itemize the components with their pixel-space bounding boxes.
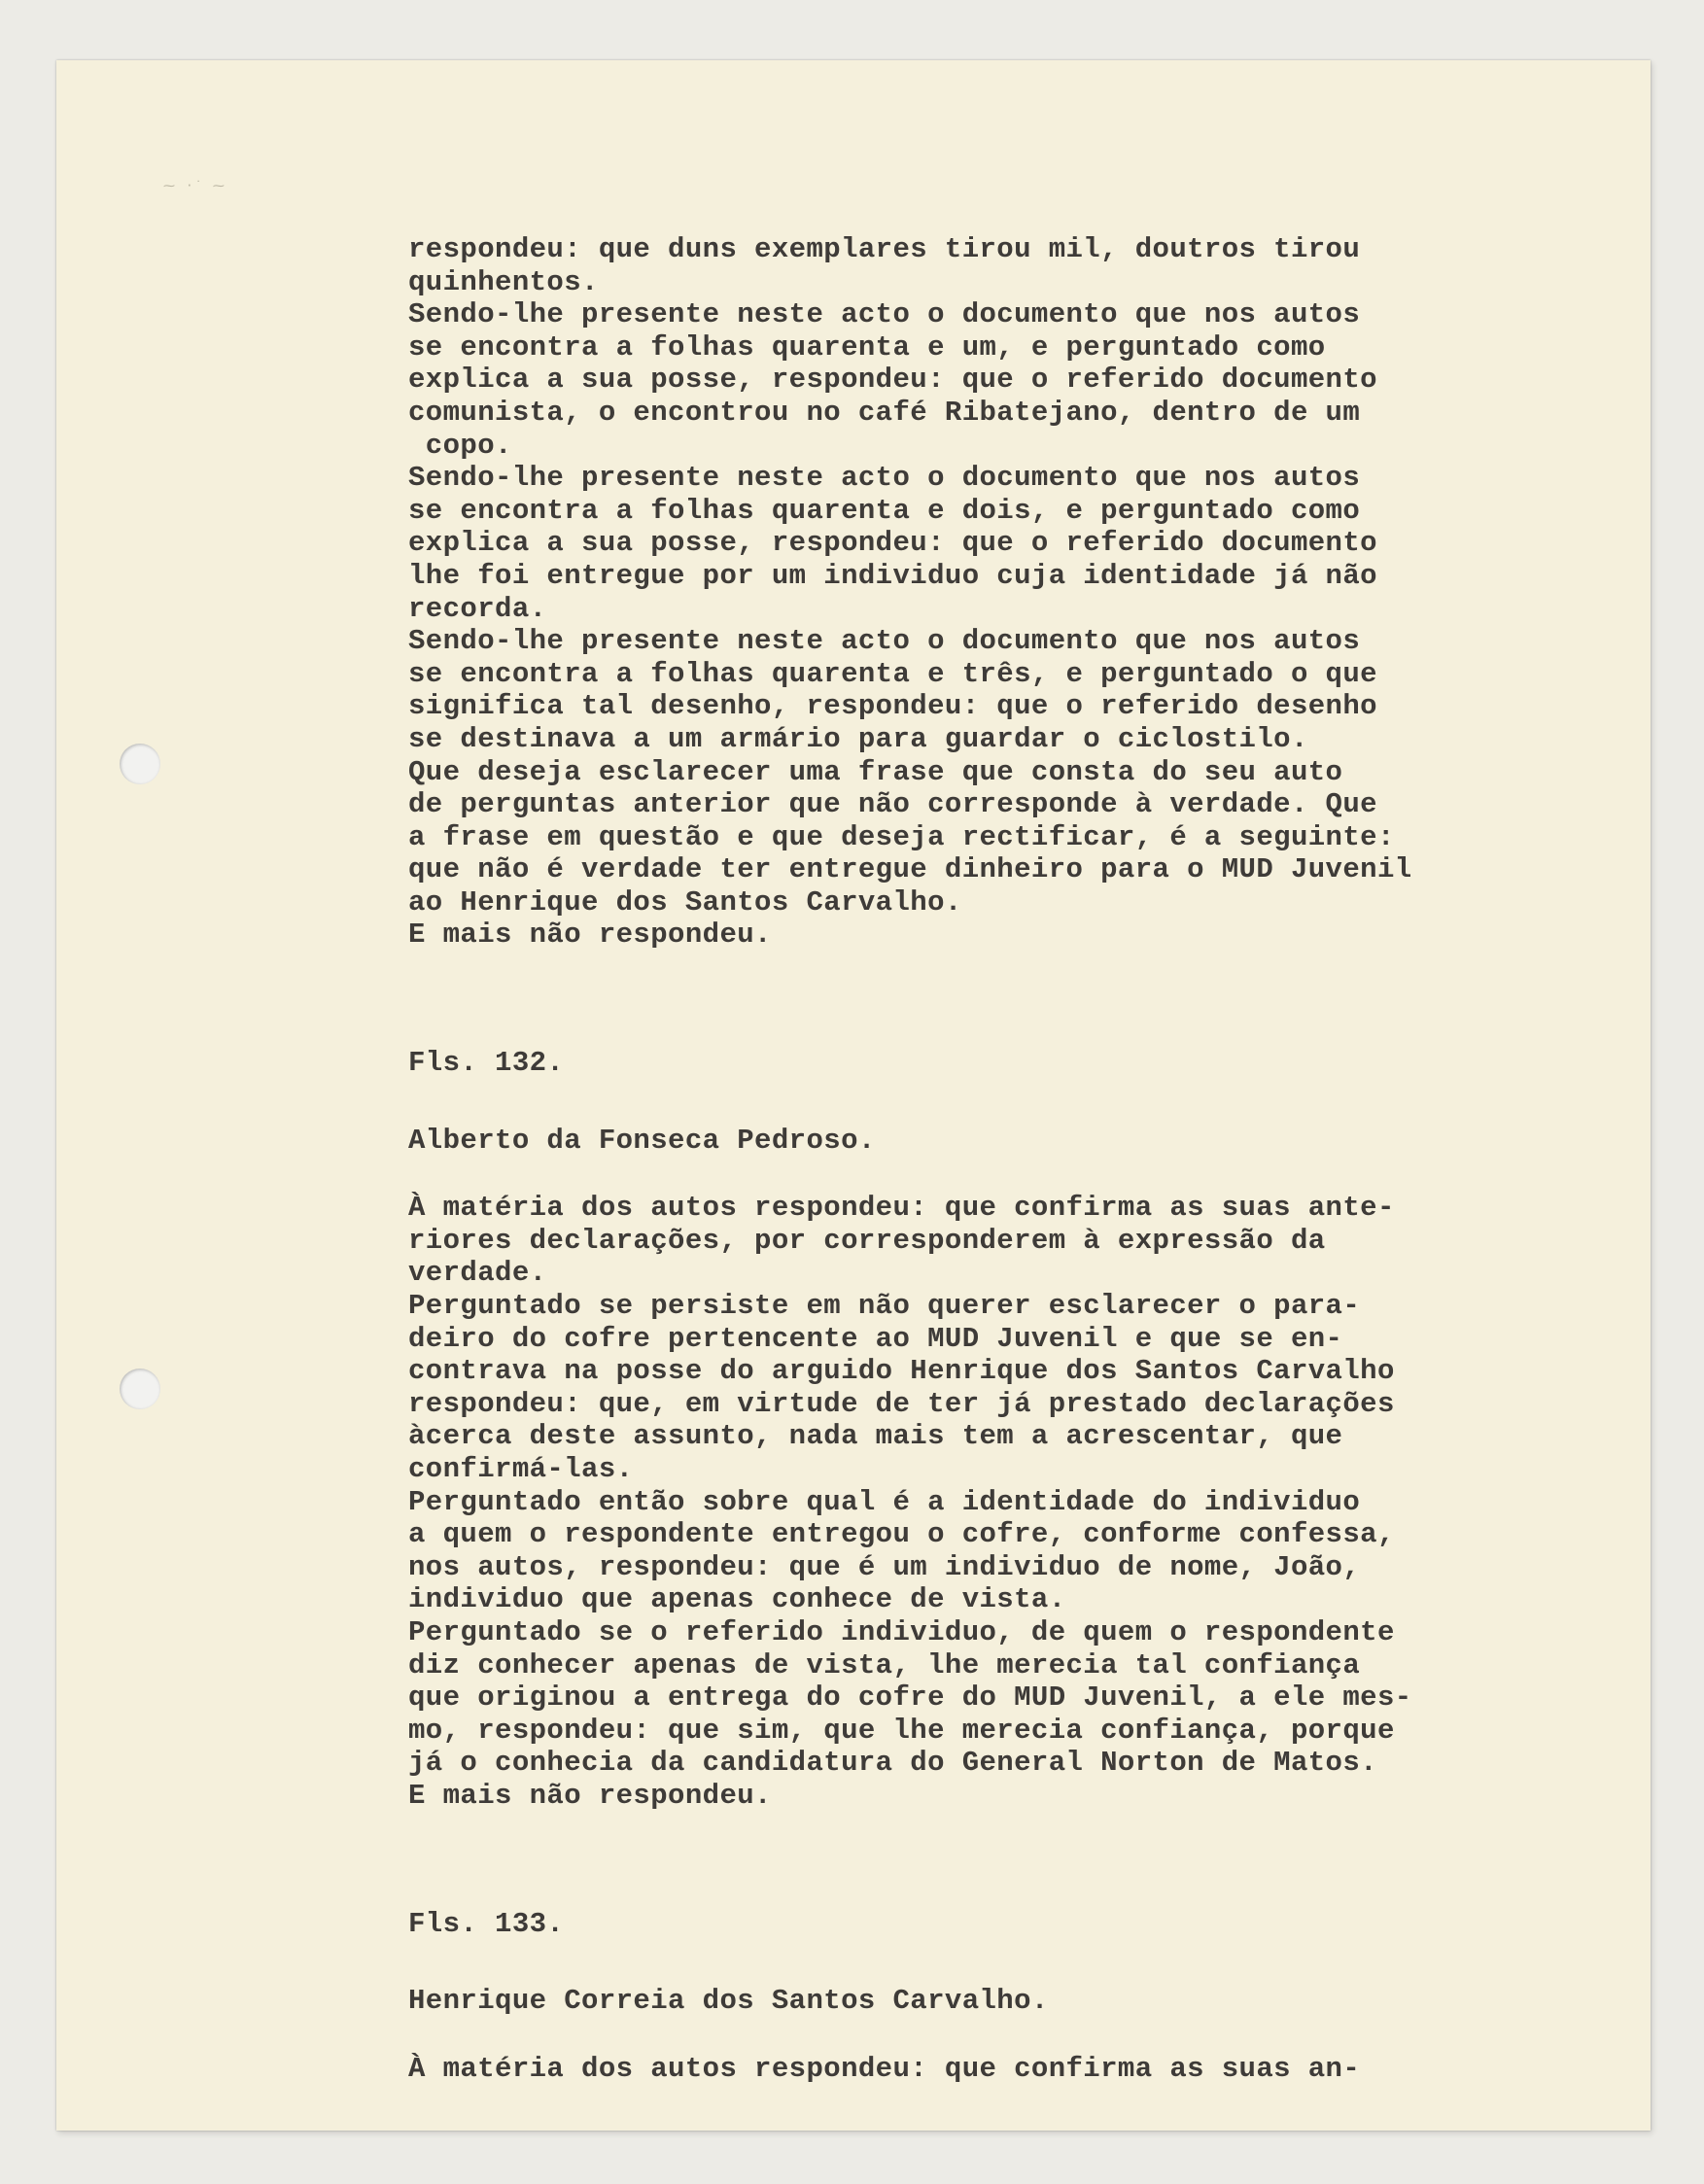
text-line: lhe foi entregue por um individuo cuja identidade já não (408, 559, 1377, 592)
text-line: a frase em questão e que deseja rectificar, é a seguinte: (408, 820, 1395, 853)
text-line: Sendo-lhe presente neste acto o documento que nos autos (408, 625, 1361, 658)
text-line: se destinava a um armário para guardar o ciclostilo. (408, 722, 1308, 755)
text-line: ao Henrique dos Santos Carvalho. (408, 885, 962, 919)
folio-heading-133: Fls. 133. (408, 1907, 565, 1940)
text-line: E mais não respondeu. (408, 1779, 772, 1812)
text-line: de perguntas anterior que não corresponde à verdade. Que (408, 788, 1377, 821)
text-line: Sendo-lhe presente neste acto o documento que nos autos (408, 298, 1361, 331)
text-line: Perguntado se persiste em não querer esclarecer o para- (408, 1290, 1361, 1323)
testimony-continuation (408, 233, 1623, 952)
text-line: que não é verdade ter entregue dinheiro para o MUD Juvenil (408, 853, 1412, 886)
text-line: deiro do cofre pertencente ao MUD Juvenil e que se en- (408, 1322, 1343, 1355)
typewritten-text (408, 233, 1623, 2085)
text-line: comunista, o encontrou no café Ribatejano, dentro de um (408, 396, 1361, 429)
text-line: confirmá-las. (408, 1453, 634, 1485)
text-line: À matéria dos autos respondeu: que confirma as suas ante- (408, 1192, 1395, 1225)
text-line: se encontra a folhas quarenta e dois, e perguntado como (408, 494, 1361, 527)
text-line: diz conhecer apenas de vista, lhe merecia tal confiança (408, 1648, 1361, 1681)
folio-heading-132: Fls. 132. (408, 1047, 565, 1080)
ink-smudge: ⁓ ·˙ ⁓ (163, 179, 226, 192)
text-line: Sendo-lhe presente neste acto o documento que nos autos (408, 462, 1361, 495)
text-line: recorda. (408, 592, 547, 625)
text-line: Perguntado se o referido individuo, de quem o respondente (408, 1615, 1395, 1648)
text-line: respondeu: que duns exemplares tirou mil, doutros tirou (408, 233, 1361, 265)
text-line: À matéria dos autos respondeu: que confirma as suas an- (408, 2052, 1361, 2085)
text-line: Perguntado então sobre qual é a identidade do individuo (408, 1485, 1361, 1518)
text-line: individuo que apenas conhece de vista. (408, 1583, 1066, 1616)
text-line: a quem o respondente entregou o cofre, conforme confessa, (408, 1518, 1395, 1551)
punch-hole-top (120, 744, 160, 784)
text-line: verdade. (408, 1257, 547, 1290)
text-line: respondeu: que, em virtude de ter já prestado declarações (408, 1387, 1395, 1420)
punch-hole-bottom (120, 1369, 160, 1409)
text-line: contrava na posse do arguido Henrique dos Santos Carvalho (408, 1355, 1395, 1388)
testimony-carvalho (408, 2053, 1623, 2086)
text-line: E mais não respondeu. (408, 919, 772, 952)
text-line: Que deseja esclarecer uma frase que consta do seu auto (408, 755, 1343, 788)
text-line: significa tal desenho, respondeu: que o referido desenho (408, 690, 1377, 723)
text-line: quinhentos. (408, 265, 599, 298)
text-line: mo, respondeu: que sim, que lhe merecia confiança, porque (408, 1714, 1395, 1747)
text-line: àcerca deste assunto, nada mais tem a acrescentar, que (408, 1420, 1343, 1453)
text-line: nos autos, respondeu: que é um individuo de nome, João, (408, 1550, 1361, 1583)
respondent-name-pedroso: Alberto da Fonseca Pedroso. (408, 1124, 876, 1157)
respondent-name-carvalho: Henrique Correia dos Santos Carvalho. (408, 1985, 1049, 2018)
text-line: explica a sua posse, respondeu: que o referido documento (408, 364, 1377, 397)
text-line: que originou a entrega do cofre do MUD Juvenil, a ele mes- (408, 1681, 1412, 1715)
text-line: se encontra a folhas quarenta e três, e perguntado o que (408, 657, 1377, 690)
text-line: riores declarações, por corresponderem à expressão da (408, 1224, 1326, 1257)
text-line: já o conhecia da candidatura do General Norton de Matos. (408, 1747, 1377, 1780)
text-line: explica a sua posse, respondeu: que o referido documento (408, 527, 1377, 560)
testimony-pedroso (408, 1192, 1623, 1812)
text-line: copo. (408, 429, 512, 462)
text-line: se encontra a folhas quarenta e um, e perguntado como (408, 330, 1326, 364)
